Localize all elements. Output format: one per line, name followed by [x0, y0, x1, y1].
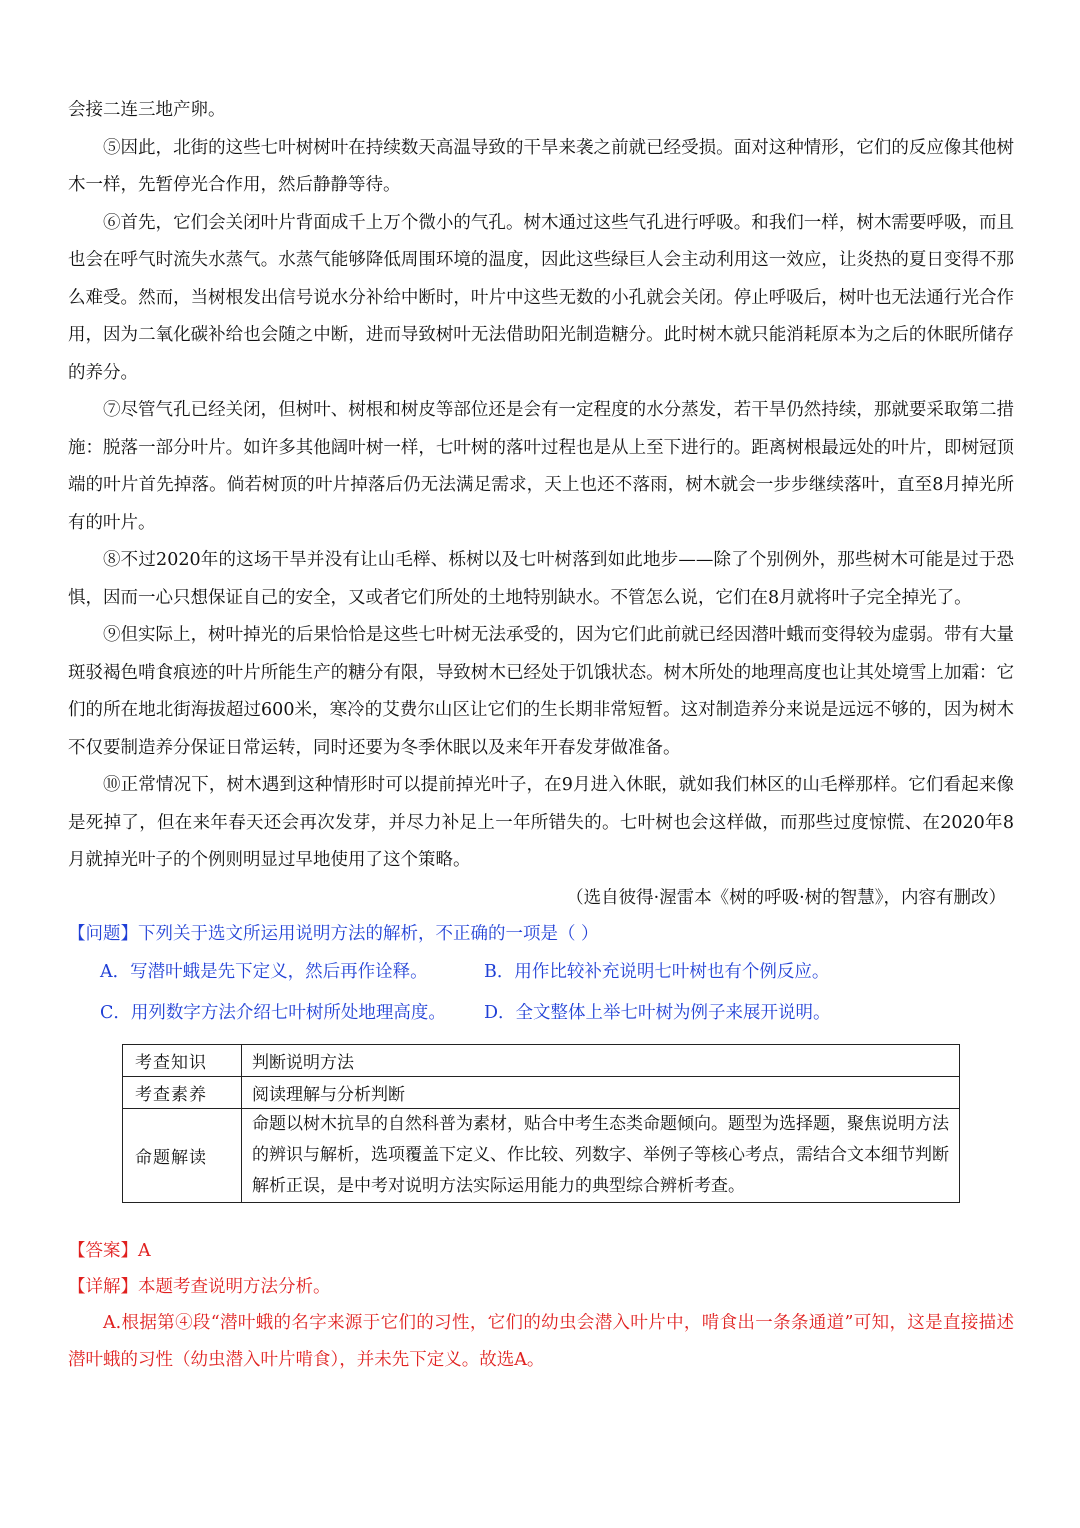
table-row	[123, 1044, 960, 1076]
question-stem	[68, 917, 1014, 952]
passage-source: （选自彼得·渥雷本《树的呼吸·树的智慧》，内容有删改）	[566, 887, 1006, 908]
analysis-table	[122, 1044, 960, 1203]
table-row	[123, 1076, 960, 1108]
table-value: 判断说明方法	[242, 1044, 960, 1076]
passage-paragraph: ⑦尽管气孔已经关闭，但树叶、树根和树皮等部位还是会有一定程度的水分蒸发，若干旱仍然持续，那就要采取第二措施：脱落一部分叶片。如许多其他阔叶树一样，七叶树的落叶过程也是从上至下进行的。距离树根最远处的叶片，即树冠顶端的叶片首先掉落。倘若树顶的叶片掉落后仍无法满足需求，天上也还不落雨，树木就会一步步继续落叶，直至8月掉光所有的叶片。	[68, 400, 1014, 533]
answer-value: A	[138, 1240, 151, 1261]
option-d: D．全文整体上举七叶树为例子来展开说明。	[484, 1002, 831, 1023]
options-row-2	[68, 993, 1014, 1034]
table-key: 命题解读	[123, 1108, 242, 1202]
document-page	[68, 92, 1014, 1379]
detail-tag: 【详解】	[68, 1276, 138, 1297]
options-row-1	[68, 952, 1014, 993]
question-tag: 【问题】	[68, 923, 138, 944]
table-value: 阅读理解与分析判断	[242, 1076, 960, 1108]
detail-line	[68, 1269, 1014, 1305]
passage-paragraph: ⑩正常情况下，树木遇到这种情形时可以提前掉光叶子，在9月进入休眠，就如我们林区的山毛榉那样。它们看起来像是死掉了，但在来年春天还会再次发芽，并尽力补足上一年所错失的。七叶树也会这样做，而那些过度惊慌、在2020年8月就掉光叶子的个例则明显过早地使用了这个策略。	[68, 775, 1014, 870]
passage-paragraph: ⑧不过2020年的这场干旱并没有让山毛榉、栎树以及七叶树落到如此地步——除了个别例外，那些树木可能是过于恐惧，因而一心只想保证自己的安全，又或者它们所处的土地特别缺水。不管怎么说，它们在8月就将叶子完全掉光了。	[68, 550, 1014, 608]
passage-paragraph: ⑥首先，它们会关闭叶片背面成千上万个微小的气孔。树木通过这些气孔进行呼吸。和我们一样，树木需要呼吸，而且也会在呼气时流失水蒸气。水蒸气能够降低周围环境的温度，因此这些绿巨人会主动利用这一效应，让炎热的夏日变得不那么难受。然而，当树根发出信号说水分补给中断时，叶片中这些无数的小孔就会关闭。停止呼吸后，树叶也无法通行光合作用，因为二氧化碳补给也会随之中断，进而导致树叶无法借助阳光制造糖分。此时树木就只能消耗原本为之后的休眠所储存的养分。	[68, 212, 1014, 383]
table-row	[123, 1108, 960, 1202]
table-key: 考查知识	[123, 1044, 242, 1076]
answer-line	[68, 1233, 1014, 1269]
table-value: 命题以树木抗旱的自然科普为素材，贴合中考生态类命题倾向。题型为选择题，聚焦说明方法的辨识与解析，选项覆盖下定义、作比较、列数字、举例子等核心考点，需结合文本细节判断解析正误，是中考对说明方法实际运用能力的典型综合辨析考查。	[242, 1108, 960, 1202]
spacer	[68, 1203, 1014, 1233]
answer-tag: 【答案】	[68, 1240, 138, 1261]
detail-body: A.根据第④段“潜叶蛾的名字来源于它们的习性，它们的幼虫会潜入叶片中，啃食出一条条通道”可知，这是直接描述潜叶蛾的习性（幼虫潜入叶片啃食），并未先下定义。故选A。	[68, 1312, 1014, 1370]
passage-paragraph: 会接二连三地产卵。	[68, 100, 226, 120]
passage-paragraph: ⑨但实际上，树叶掉光的后果恰恰是这些七叶树无法承受的，因为它们此前就已经因潜叶蛾而变得较为虚弱。带有大量斑驳褐色啃食痕迹的叶片所能生产的糖分有限，导致树木已经处于饥饿状态。树木所处的地理高度也让其处境雪上加霜：它们的所在地北街海拔超过600米，寒冷的艾费尔山区让它们的生长期非常短暂。这对制造养分来说是远远不够的，因为树木不仅要制造养分保证日常运转，同时还要为冬季休眠以及来年开春发芽做准备。	[68, 625, 1014, 758]
table-key: 考查素养	[123, 1076, 242, 1108]
option-b: B．用作比较补充说明七叶树也有个例反应。	[484, 961, 830, 982]
passage-paragraph: ⑤因此，北街的这些七叶树树叶在持续数天高温导致的干旱来袭之前就已经受损。面对这种情形，它们的反应像其他树木一样，先暂停光合作用，然后静静等待。	[68, 137, 1014, 195]
option-a: A．写潜叶蛾是先下定义，然后再作诠释。	[100, 961, 428, 982]
question-text: 下列关于选文所运用说明方法的解析，不正确的一项是（ ）	[138, 923, 599, 944]
detail-intro: 本题考查说明方法分析。	[138, 1276, 331, 1297]
option-c: C．用列数字方法介绍七叶树所处地理高度。	[100, 1002, 446, 1023]
